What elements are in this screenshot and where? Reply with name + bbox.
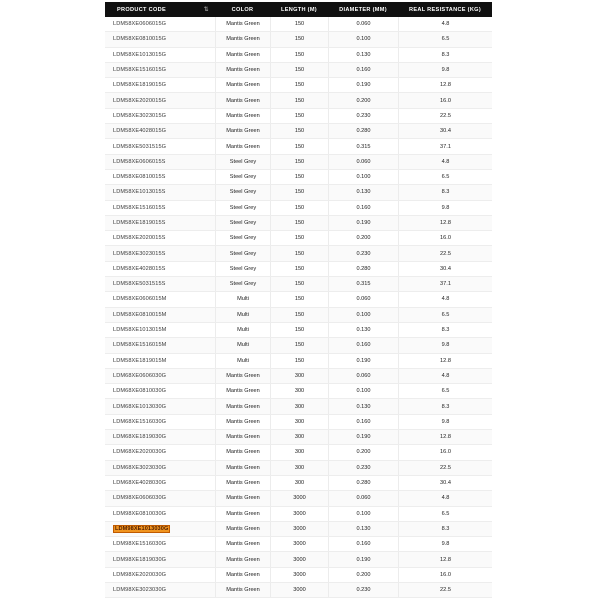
diameter-cell: 0.190 — [328, 216, 398, 230]
product-code-cell: LDM58XE1013015G — [113, 51, 167, 58]
product-code-cell: LDM58XE4028015S — [113, 265, 166, 272]
table-row — [105, 78, 492, 93]
color-cell: Mantis Green — [215, 32, 270, 46]
resistance-cell: 22.5 — [398, 246, 492, 260]
color-cell: Steel Grey — [215, 185, 270, 199]
product-code-cell: LDM68XE3023030G — [113, 464, 167, 471]
table-row — [105, 537, 492, 552]
color-cell: Mantis Green — [215, 399, 270, 413]
color-cell: Multi — [215, 338, 270, 352]
resistance-cell: 8.3 — [398, 185, 492, 199]
color-cell: Mantis Green — [215, 445, 270, 459]
product-code-cell: LDM58XE1516015S — [113, 204, 166, 211]
product-code-cell: LDM58XE0606015G — [113, 21, 167, 28]
product-code-cell: LDM58XE1516015G — [113, 67, 167, 74]
length-cell: 150 — [270, 170, 328, 184]
resistance-cell: 12.8 — [398, 216, 492, 230]
resistance-cell: 22.5 — [398, 109, 492, 123]
length-cell: 150 — [270, 63, 328, 77]
color-cell: Mantis Green — [215, 109, 270, 123]
resistance-cell: 16.0 — [398, 231, 492, 245]
length-cell: 150 — [270, 216, 328, 230]
color-cell: Steel Grey — [215, 170, 270, 184]
product-code-cell: LDM98XE0810030G — [113, 510, 167, 517]
resistance-cell: 6.5 — [398, 384, 492, 398]
color-cell: Mantis Green — [215, 430, 270, 444]
resistance-cell: 30.4 — [398, 476, 492, 490]
length-cell: 150 — [270, 93, 328, 107]
product-code-cell: LDM98XE2020030G — [113, 571, 167, 578]
product-code-cell: LDM68XE1516030G — [113, 418, 167, 425]
table-row — [105, 292, 492, 307]
product-code-cell: LDM68XE0606030G — [113, 372, 167, 379]
product-code-cell: LDM68XE2020030G — [113, 449, 167, 456]
length-cell: 150 — [270, 17, 328, 31]
product-code-cell: LDM98XE3023030G — [113, 587, 167, 594]
diameter-cell: 0.060 — [328, 491, 398, 505]
length-cell: 300 — [270, 369, 328, 383]
product-code-cell: LDM98XE1516030G — [113, 541, 167, 548]
sort-icon[interactable]: ⇅ — [203, 6, 209, 13]
diameter-cell: 0.060 — [328, 155, 398, 169]
color-cell: Mantis Green — [215, 552, 270, 566]
diameter-cell: 0.130 — [328, 185, 398, 199]
diameter-cell: 0.160 — [328, 201, 398, 215]
resistance-cell: 12.8 — [398, 552, 492, 566]
table-row — [105, 323, 492, 338]
product-code-cell: LDM98XE1819030G — [113, 556, 167, 563]
color-cell: Steel Grey — [215, 231, 270, 245]
length-cell: 150 — [270, 155, 328, 169]
product-code-cell: LDM68XE4028030G — [113, 480, 167, 487]
color-cell: Mantis Green — [215, 124, 270, 138]
diameter-cell: 0.230 — [328, 246, 398, 260]
table-row — [105, 185, 492, 200]
table-row — [105, 109, 492, 124]
length-cell: 150 — [270, 323, 328, 337]
diameter-cell: 0.190 — [328, 354, 398, 368]
diameter-cell: 0.280 — [328, 476, 398, 490]
product-spec-table — [105, 2, 492, 598]
length-cell: 300 — [270, 476, 328, 490]
resistance-cell: 6.5 — [398, 507, 492, 521]
diameter-cell: 0.230 — [328, 461, 398, 475]
diameter-cell: 0.060 — [328, 17, 398, 31]
table-row — [105, 277, 492, 292]
resistance-cell: 6.5 — [398, 308, 492, 322]
table-row — [105, 32, 492, 47]
diameter-cell: 0.060 — [328, 369, 398, 383]
table-row — [105, 415, 492, 430]
resistance-cell: 30.4 — [398, 262, 492, 276]
length-cell: 150 — [270, 231, 328, 245]
color-cell: Mantis Green — [215, 461, 270, 475]
length-cell: 3000 — [270, 552, 328, 566]
length-cell: 300 — [270, 399, 328, 413]
product-code-cell: LDM58XE0606015M — [113, 296, 167, 303]
length-cell: 150 — [270, 32, 328, 46]
table-row — [105, 338, 492, 353]
table-row — [105, 262, 492, 277]
resistance-cell: 6.5 — [398, 32, 492, 46]
table-row — [105, 461, 492, 476]
table-row — [105, 354, 492, 369]
table-row — [105, 308, 492, 323]
resistance-cell: 4.8 — [398, 369, 492, 383]
resistance-cell: 9.8 — [398, 537, 492, 551]
length-cell: 150 — [270, 139, 328, 153]
color-cell: Mantis Green — [215, 507, 270, 521]
table-row — [105, 63, 492, 78]
diameter-cell: 0.230 — [328, 583, 398, 597]
resistance-cell: 4.8 — [398, 155, 492, 169]
color-cell: Steel Grey — [215, 201, 270, 215]
table-row — [105, 430, 492, 445]
length-cell: 150 — [270, 109, 328, 123]
length-cell: 3000 — [270, 522, 328, 536]
resistance-cell: 37.1 — [398, 139, 492, 153]
color-cell: Multi — [215, 323, 270, 337]
color-cell: Mantis Green — [215, 415, 270, 429]
color-cell: Mantis Green — [215, 476, 270, 490]
length-cell: 3000 — [270, 507, 328, 521]
length-cell: 150 — [270, 201, 328, 215]
resistance-cell: 37.1 — [398, 277, 492, 291]
diameter-cell: 0.160 — [328, 338, 398, 352]
table-row — [105, 201, 492, 216]
resistance-cell: 12.8 — [398, 78, 492, 92]
resistance-cell: 30.4 — [398, 124, 492, 138]
product-code-cell: LDM68XE0810030G — [113, 388, 167, 395]
diameter-cell: 0.100 — [328, 507, 398, 521]
resistance-cell: 16.0 — [398, 568, 492, 582]
header-length: LENGTH (M) — [281, 6, 317, 13]
product-code-cell: LDM58XE1819015S — [113, 220, 166, 226]
table-row — [105, 583, 492, 598]
table-row — [105, 231, 492, 246]
table-body — [105, 17, 492, 598]
product-code-cell — [105, 522, 215, 536]
header-product-code[interactable] — [105, 7, 215, 13]
table-row — [105, 246, 492, 261]
product-code-cell: LDM58XE4028015G — [113, 128, 167, 135]
color-cell: Mantis Green — [215, 537, 270, 551]
diameter-cell: 0.315 — [328, 277, 398, 291]
table-row — [105, 476, 492, 491]
resistance-cell: 6.5 — [398, 170, 492, 184]
product-code-cell: LDM58XE3023015S — [113, 250, 166, 257]
diameter-cell: 0.100 — [328, 170, 398, 184]
product-code-cell: LDM68XE1013030G — [113, 403, 167, 410]
diameter-cell: 0.200 — [328, 231, 398, 245]
length-cell: 150 — [270, 308, 328, 322]
resistance-cell: 4.8 — [398, 17, 492, 31]
diameter-cell: 0.160 — [328, 537, 398, 551]
color-cell: Steel Grey — [215, 246, 270, 260]
resistance-cell: 4.8 — [398, 491, 492, 505]
color-cell: Mantis Green — [215, 522, 270, 536]
table-row — [105, 155, 492, 170]
diameter-cell: 0.100 — [328, 32, 398, 46]
product-code-cell: LDM58XE0810015G — [113, 36, 167, 43]
length-cell: 150 — [270, 354, 328, 368]
table-row — [105, 17, 492, 32]
table-row — [105, 507, 492, 522]
color-cell: Mantis Green — [215, 369, 270, 383]
table-row — [105, 552, 492, 567]
color-cell: Mantis Green — [215, 48, 270, 62]
diameter-cell: 0.160 — [328, 63, 398, 77]
resistance-cell: 16.0 — [398, 445, 492, 459]
table-row — [105, 399, 492, 414]
product-code-cell: LDM58XE2020015S — [113, 235, 166, 242]
product-code-cell: LDM58XE0810015S — [113, 174, 166, 181]
length-cell: 150 — [270, 292, 328, 306]
length-cell: 150 — [270, 262, 328, 276]
table-header-row — [105, 2, 492, 17]
color-cell: Mantis Green — [215, 384, 270, 398]
resistance-cell: 9.8 — [398, 338, 492, 352]
product-code-cell: LDM58XE3023015G — [113, 112, 167, 119]
length-cell: 150 — [270, 78, 328, 92]
header-color: COLOR — [231, 6, 254, 13]
color-cell: Mantis Green — [215, 139, 270, 153]
table-row — [105, 124, 492, 139]
color-cell: Steel Grey — [215, 277, 270, 291]
table-row — [105, 522, 492, 537]
product-code-cell: LDM58XE0810015M — [113, 311, 167, 318]
table-row — [105, 384, 492, 399]
header-diameter: DIAMETER (MM) — [339, 6, 387, 13]
color-cell: Mantis Green — [215, 78, 270, 92]
table-row — [105, 93, 492, 108]
product-code-cell: LDM58XE5031515S — [113, 281, 166, 288]
diameter-cell: 0.130 — [328, 323, 398, 337]
table-row — [105, 568, 492, 583]
length-cell: 300 — [270, 384, 328, 398]
color-cell: Mantis Green — [215, 17, 270, 31]
product-code-cell: LDM58XE0606015S — [113, 158, 166, 165]
resistance-cell: 8.3 — [398, 48, 492, 62]
diameter-cell: 0.100 — [328, 308, 398, 322]
diameter-cell: 0.060 — [328, 292, 398, 306]
resistance-cell: 22.5 — [398, 461, 492, 475]
diameter-cell: 0.190 — [328, 430, 398, 444]
length-cell: 150 — [270, 277, 328, 291]
product-code-cell: LDM58XE1819015M — [113, 357, 167, 364]
table-row — [105, 48, 492, 63]
length-cell: 300 — [270, 461, 328, 475]
color-cell: Multi — [215, 354, 270, 368]
diameter-cell: 0.280 — [328, 262, 398, 276]
diameter-cell: 0.200 — [328, 445, 398, 459]
header-real-resistance: REAL RESISTANCE (KG) — [409, 6, 481, 13]
diameter-cell: 0.230 — [328, 109, 398, 123]
table-row — [105, 139, 492, 154]
diameter-cell: 0.130 — [328, 522, 398, 536]
table-row — [105, 216, 492, 231]
resistance-cell: 16.0 — [398, 93, 492, 107]
resistance-cell: 9.8 — [398, 415, 492, 429]
resistance-cell: 9.8 — [398, 63, 492, 77]
length-cell: 3000 — [270, 583, 328, 597]
length-cell: 3000 — [270, 568, 328, 582]
length-cell: 150 — [270, 48, 328, 62]
table-row — [105, 491, 492, 506]
diameter-cell: 0.280 — [328, 124, 398, 138]
length-cell: 150 — [270, 185, 328, 199]
product-code-cell: LDM68XE1819030G — [113, 434, 167, 441]
product-code-cell: LDM58XE1819015G — [113, 82, 167, 89]
table-row — [105, 445, 492, 460]
diameter-cell: 0.130 — [328, 48, 398, 62]
color-cell: Steel Grey — [215, 155, 270, 169]
resistance-cell: 8.3 — [398, 399, 492, 413]
diameter-cell: 0.100 — [328, 384, 398, 398]
resistance-cell: 12.8 — [398, 354, 492, 368]
length-cell: 150 — [270, 246, 328, 260]
diameter-cell: 0.130 — [328, 399, 398, 413]
length-cell: 300 — [270, 430, 328, 444]
color-cell: Multi — [215, 308, 270, 322]
product-code-cell: LDM98XE0606030G — [113, 495, 167, 502]
color-cell: Mantis Green — [215, 568, 270, 582]
length-cell: 300 — [270, 415, 328, 429]
resistance-cell: 22.5 — [398, 583, 492, 597]
color-cell: Mantis Green — [215, 491, 270, 505]
diameter-cell: 0.160 — [328, 415, 398, 429]
length-cell: 3000 — [270, 537, 328, 551]
color-cell: Steel Grey — [215, 216, 270, 230]
diameter-cell: 0.190 — [328, 78, 398, 92]
color-cell: Mantis Green — [215, 583, 270, 597]
table-row — [105, 369, 492, 384]
resistance-cell: 9.8 — [398, 201, 492, 215]
resistance-cell: 12.8 — [398, 430, 492, 444]
resistance-cell: 4.8 — [398, 292, 492, 306]
diameter-cell: 0.315 — [328, 139, 398, 153]
table-row — [105, 170, 492, 185]
length-cell: 150 — [270, 338, 328, 352]
length-cell: 150 — [270, 124, 328, 138]
length-cell: 300 — [270, 445, 328, 459]
product-code-cell: LDM58XE1013015S — [113, 189, 166, 196]
diameter-cell: 0.200 — [328, 568, 398, 582]
resistance-cell: 8.3 — [398, 323, 492, 337]
product-code-cell: LDM58XE1013015M — [113, 327, 167, 334]
diameter-cell: 0.190 — [328, 552, 398, 566]
product-code-cell: LDM58XE1516015M — [113, 342, 167, 349]
product-code-cell: LDM58XE5031515G — [113, 143, 167, 150]
highlighted-product-code: LDM98XE1013030G — [115, 525, 169, 532]
length-cell: 3000 — [270, 491, 328, 505]
color-cell: Steel Grey — [215, 262, 270, 276]
resistance-cell: 8.3 — [398, 522, 492, 536]
color-cell: Mantis Green — [215, 93, 270, 107]
color-cell: Multi — [215, 292, 270, 306]
product-code-cell: LDM58XE2020015G — [113, 97, 167, 104]
header-product-code-label: PRODUCT CODE — [117, 6, 166, 13]
diameter-cell: 0.200 — [328, 93, 398, 107]
color-cell: Mantis Green — [215, 63, 270, 77]
